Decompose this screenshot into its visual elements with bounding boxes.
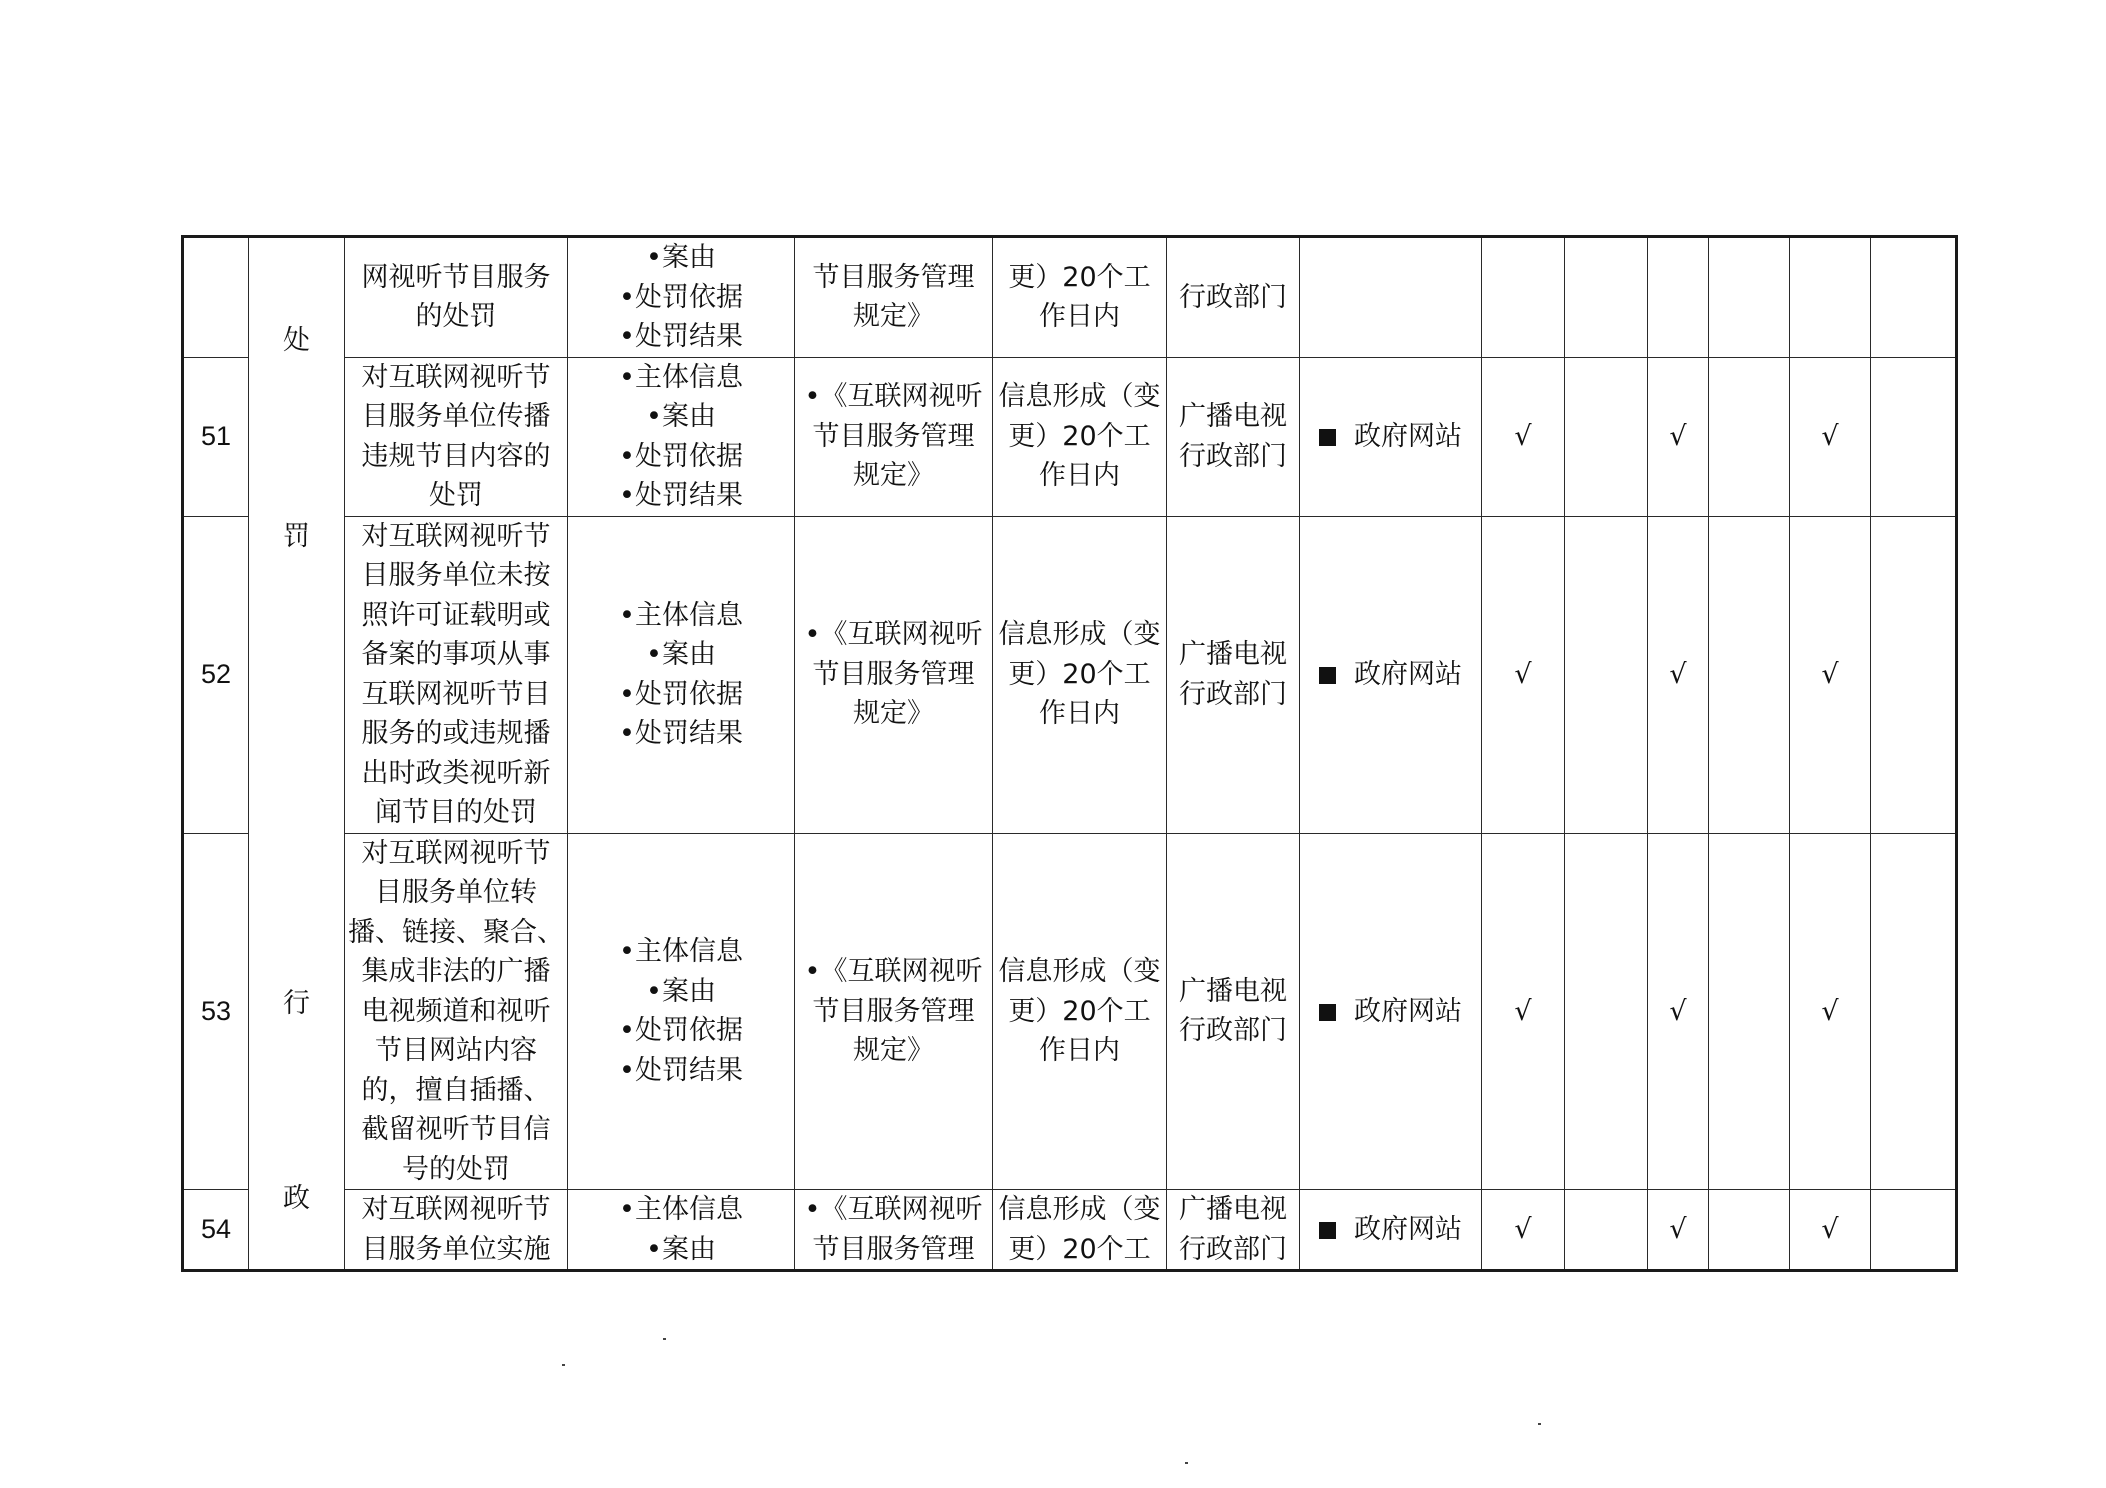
department-cell (1167, 833, 1300, 1190)
time-line: 作日内 (1039, 460, 1120, 492)
basis-line: 节目服务管理 (812, 995, 975, 1027)
item-name-line: 备案的事项从事 (361, 639, 551, 670)
channel-cell (1300, 357, 1482, 516)
item-name-line: 网视听节目服务 (361, 261, 551, 293)
department-line: 行政部门 (1179, 440, 1287, 472)
scan-speck (663, 1338, 666, 1340)
time-line: 更）20个工 (1008, 995, 1151, 1027)
item-name-line: 目服务单位实施 (361, 1233, 551, 1265)
item-name-line: 目服务单位未按 (361, 560, 551, 591)
item-name-cell (345, 516, 568, 833)
item-name-line: 目服务单位转 (375, 877, 537, 908)
check-cell (1648, 237, 1709, 358)
item-name-line: 截留视听节目信 (361, 1114, 551, 1145)
time-limit-cell (993, 516, 1167, 833)
basis-line: 规定》 (853, 301, 934, 333)
check-cell: √ (1482, 833, 1565, 1190)
black-square-icon (1319, 1222, 1336, 1239)
item-name-line: 电视频道和视听 (361, 995, 551, 1027)
basis-line: •《互联网视听 (804, 381, 983, 413)
check-cell (1709, 833, 1790, 1190)
item-name-cell (345, 833, 568, 1190)
check-cell: √ (1648, 357, 1709, 516)
basis-line: 节目服务管理 (812, 261, 975, 293)
row-number: 51 (183, 357, 249, 516)
channel-cell (1300, 237, 1482, 358)
basis-line: 规定》 (853, 1035, 934, 1066)
check-cell (1871, 833, 1957, 1190)
channel-label: 政府网站 (1354, 1213, 1462, 1245)
item-name-line: 服务的或违规播 (361, 718, 551, 749)
basis-cell (795, 516, 993, 833)
check-cell (1709, 516, 1790, 833)
department-line: 行政部门 (1179, 1015, 1287, 1047)
content-line: •案由 (646, 401, 716, 432)
time-line: 作日内 (1039, 301, 1120, 333)
time-line: 更）20个工 (1008, 658, 1151, 690)
time-limit-cell (993, 237, 1167, 358)
department-line: 广播电视 (1179, 401, 1287, 432)
table-row (183, 833, 1957, 1190)
check-cell (1709, 1190, 1790, 1271)
channel-cell (1300, 833, 1482, 1190)
check-cell: √ (1482, 1190, 1565, 1271)
content-cell (568, 357, 795, 516)
content-line: •处罚结果 (619, 718, 743, 749)
time-line: 更）20个工 (1008, 420, 1151, 452)
item-name-line: 节目网站内容 (375, 1035, 537, 1066)
item-name-line: 的处罚 (415, 301, 497, 333)
check-cell (1871, 357, 1957, 516)
channel-cell (1300, 516, 1482, 833)
table-row (183, 237, 1957, 358)
time-line: 信息形成（变 (998, 1194, 1161, 1225)
black-square-icon (1319, 429, 1336, 446)
row-number: 54 (183, 1190, 249, 1271)
content-line: •主体信息 (619, 1194, 743, 1225)
time-limit-cell (993, 357, 1167, 516)
scan-speck (1185, 1462, 1188, 1464)
channel-label: 政府网站 (1354, 420, 1462, 452)
check-cell: √ (1482, 516, 1565, 833)
category-char: 处 (283, 324, 310, 356)
category-char: 政 (283, 1182, 310, 1214)
department-cell (1167, 516, 1300, 833)
check-cell (1565, 1190, 1648, 1271)
row-number (183, 237, 249, 358)
content-line: •案由 (646, 1233, 716, 1265)
item-name-line: 的，擅自插播、 (361, 1074, 551, 1106)
check-cell: √ (1648, 833, 1709, 1190)
time-line: 更）20个工 (1008, 261, 1151, 293)
category-char: 罚 (283, 520, 310, 552)
check-cell (1709, 357, 1790, 516)
department-line: 行政部门 (1179, 281, 1287, 313)
content-cell (568, 516, 795, 833)
time-limit-cell (993, 833, 1167, 1190)
item-name-line: 目服务单位传播 (361, 401, 551, 432)
check-cell: √ (1790, 357, 1871, 516)
content-line: •处罚结果 (619, 321, 743, 352)
check-cell (1709, 237, 1790, 358)
time-limit-cell (993, 1190, 1167, 1271)
check-cell: √ (1790, 1190, 1871, 1271)
item-name-line: 播、链接、聚合、 (348, 916, 564, 948)
check-cell (1871, 237, 1957, 358)
item-name-line: 对互联网视听节 (361, 1194, 551, 1225)
item-name-line: 对互联网视听节 (361, 520, 551, 552)
content-line: •主体信息 (619, 936, 743, 968)
basis-cell (795, 357, 993, 516)
content-cell (568, 1190, 795, 1271)
check-cell (1482, 237, 1565, 358)
table-row (183, 357, 1957, 516)
item-name-line: 对互联网视听节 (361, 361, 551, 393)
content-line: •处罚依据 (619, 678, 743, 710)
check-cell (1565, 516, 1648, 833)
basis-cell (795, 1190, 993, 1271)
content-cell (568, 237, 795, 358)
item-name-cell (345, 357, 568, 516)
check-cell (1790, 237, 1871, 358)
content-line: •主体信息 (619, 599, 743, 631)
disclosure-table (181, 235, 1958, 1272)
content-line: •处罚依据 (619, 281, 743, 313)
check-cell: √ (1790, 516, 1871, 833)
basis-line: 节目服务管理 (812, 658, 975, 690)
channel-label: 政府网站 (1354, 658, 1462, 690)
scan-speck (562, 1364, 565, 1366)
basis-line: 规定》 (853, 460, 934, 492)
basis-line: •《互联网视听 (804, 619, 983, 651)
scan-speck (1538, 1423, 1541, 1425)
item-name-line: 违规节目内容的 (361, 440, 551, 472)
category-cell (249, 237, 345, 1271)
item-name-line: 集成非法的广播 (361, 956, 551, 987)
check-cell (1565, 833, 1648, 1190)
department-cell (1167, 237, 1300, 358)
basis-line: 节目服务管理 (812, 420, 975, 452)
channel-cell (1300, 1190, 1482, 1271)
time-line: 信息形成（变 (998, 381, 1161, 413)
department-line: 广播电视 (1179, 975, 1287, 1007)
time-line: 更）20个工 (1008, 1233, 1151, 1265)
item-name-line: 处罚 (429, 480, 483, 511)
item-name-cell (345, 237, 568, 358)
content-cell (568, 833, 795, 1190)
department-cell (1167, 1190, 1300, 1271)
table-row (183, 516, 1957, 833)
content-line: •案由 (646, 242, 716, 273)
item-name-line: 号的处罚 (402, 1153, 510, 1185)
check-cell: √ (1790, 833, 1871, 1190)
time-line: 信息形成（变 (998, 619, 1161, 651)
check-cell (1565, 357, 1648, 516)
content-line: •主体信息 (619, 361, 743, 393)
time-line: 信息形成（变 (998, 956, 1161, 987)
department-line: 广播电视 (1179, 1194, 1287, 1225)
department-line: 广播电视 (1179, 639, 1287, 670)
black-square-icon (1319, 1004, 1336, 1021)
category-char: 行 (283, 987, 310, 1019)
check-cell: √ (1648, 1190, 1709, 1271)
department-line: 行政部门 (1179, 1233, 1287, 1265)
basis-line: 节目服务管理 (812, 1233, 975, 1265)
item-name-line: 对互联网视听节 (361, 837, 551, 869)
content-line: •处罚结果 (619, 1054, 743, 1086)
channel-label: 政府网站 (1354, 995, 1462, 1027)
item-name-cell (345, 1190, 568, 1271)
check-cell: √ (1482, 357, 1565, 516)
row-number: 53 (183, 833, 249, 1190)
department-line: 行政部门 (1179, 678, 1287, 710)
item-name-line: 互联网视听节目 (361, 678, 551, 710)
item-name-line: 闻节目的处罚 (375, 797, 537, 828)
row-number: 52 (183, 516, 249, 833)
basis-cell (795, 237, 993, 358)
department-cell (1167, 357, 1300, 516)
basis-line: •《互联网视听 (804, 1194, 983, 1225)
content-line: •案由 (646, 975, 716, 1007)
check-cell: √ (1648, 516, 1709, 833)
content-line: •处罚结果 (619, 480, 743, 511)
check-cell (1565, 237, 1648, 358)
table-row (183, 1190, 1957, 1271)
content-line: •案由 (646, 639, 716, 670)
check-cell (1871, 516, 1957, 833)
content-line: •处罚依据 (619, 440, 743, 472)
item-name-line: 出时政类视听新 (361, 757, 551, 789)
basis-line: •《互联网视听 (804, 956, 983, 987)
content-line: •处罚依据 (619, 1015, 743, 1047)
black-square-icon (1319, 667, 1336, 684)
basis-line: 规定》 (853, 698, 934, 730)
basis-cell (795, 833, 993, 1190)
time-line: 作日内 (1039, 1035, 1120, 1066)
item-name-line: 照许可证载明或 (361, 599, 551, 631)
check-cell (1871, 1190, 1957, 1271)
time-line: 作日内 (1039, 698, 1120, 730)
